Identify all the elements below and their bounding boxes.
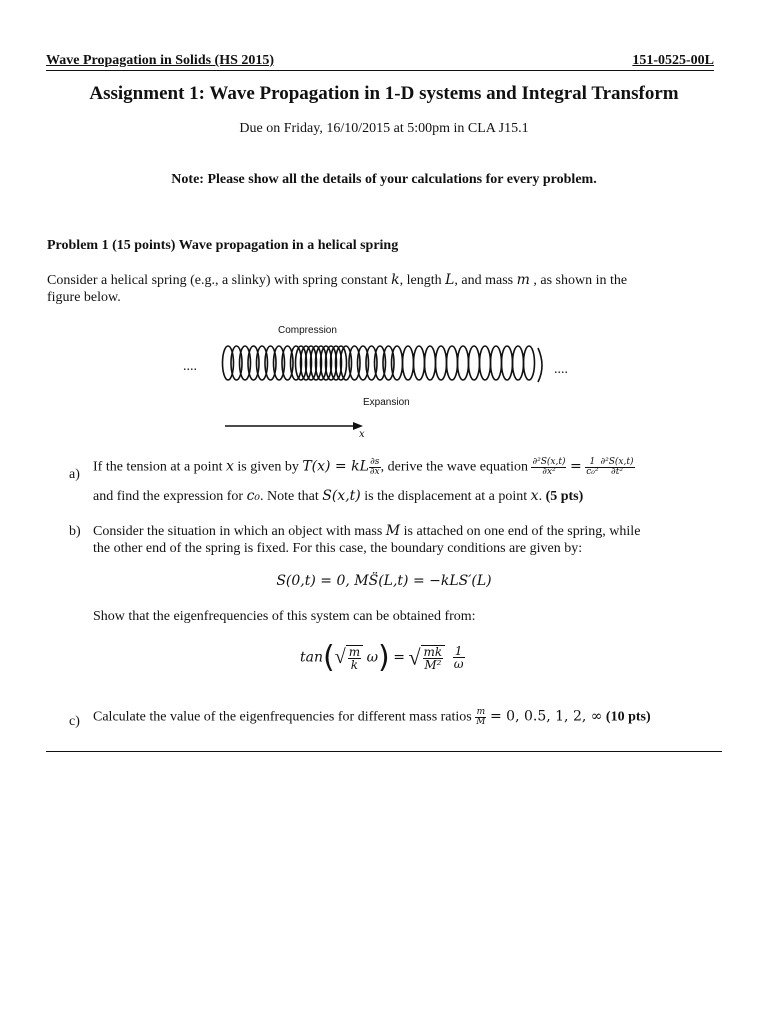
- spring-coil: [447, 346, 458, 380]
- problem-1-intro: Consider a helical spring (e.g., a slinky) with spring constant k, length L, and mass m , as shown in the figure below.: [47, 272, 628, 305]
- label-compression: Compression: [278, 325, 337, 336]
- instructions-note: Note: Please show all the details of your calculations for every problem.: [171, 172, 597, 187]
- spring-coil: [469, 346, 480, 380]
- course-code: 151-0525-00L: [632, 53, 714, 68]
- bottom-rule: [46, 751, 722, 752]
- spring-coil: [458, 346, 469, 380]
- spring-coil: [524, 346, 535, 380]
- x-axis-arrow: [224, 419, 364, 433]
- dots-right: ....: [554, 362, 568, 377]
- page-header: [46, 53, 714, 71]
- part-a-marker: a): [69, 467, 80, 482]
- course-name: Wave Propagation in Solids (HS 2015): [46, 53, 275, 68]
- spring-coil: [491, 346, 502, 380]
- spring-coil: [436, 346, 447, 380]
- spring-end: [538, 348, 542, 382]
- x-axis-label: x: [359, 429, 365, 440]
- dots-left: ....: [183, 359, 197, 374]
- part-c-marker: c): [69, 714, 80, 729]
- eigenfrequency-equation: tan(√ $\frac{m}{k}$ ω) = √ $\frac{mk}{\text{M²}}$ $\frac{1}{\omega}$: [300, 640, 464, 675]
- spring-coil: [425, 346, 436, 380]
- spring-coil: [513, 346, 524, 380]
- assignment-title: Assignment 1: Wave Propagation in 1-D systems and Integral Transform: [89, 83, 679, 104]
- part-b-show: Show that the eigenfrequencies of this system can be obtained from:: [93, 609, 476, 624]
- part-b-marker: b): [69, 524, 81, 539]
- label-expansion: Expansion: [363, 397, 410, 408]
- spring-coil: [480, 346, 491, 380]
- spring-coil: [392, 346, 403, 380]
- part-a-text: If the tension at a point x is given by T(x) = kL $\frac{\partial s}{\partial x}$ , derive the wave equation $\frac{\text{∂²S(x,t)}}{\text{∂x²}}$ = $\frac{1}{\text{c₀²}}$ $\frac{\text{∂²S(x,t)}}{\text{∂t²}}$ and find the expression for c₀. Note that S(x,t) is the displacement at a point x. (5 pts): [93, 457, 634, 504]
- spring-coil: [414, 346, 425, 380]
- part-b-text: Consider the situation in which an object with mass M is attached on one end of the spring, while the other end of the spring is fixed. For this case, the boundary conditions are given by:: [93, 523, 641, 556]
- boundary-conditions: S(0,t) = 0, MS̈(L,t) = −kLS′(L): [276, 573, 492, 589]
- helical-spring-figure: [220, 338, 552, 388]
- spring-coil: [403, 346, 414, 380]
- part-c-text: Calculate the value of the eigenfrequencies for different mass ratios $\frac{m}{M}$ = 0, 0.5, 1, 2, ∞ (10 pts): [93, 707, 651, 727]
- problem-1-heading: Problem 1 (15 points) Wave propagation in a helical spring: [47, 238, 399, 253]
- spring-coil: [502, 346, 513, 380]
- due-date: Due on Friday, 16/10/2015 at 5:00pm in CLA J15.1: [239, 121, 529, 136]
